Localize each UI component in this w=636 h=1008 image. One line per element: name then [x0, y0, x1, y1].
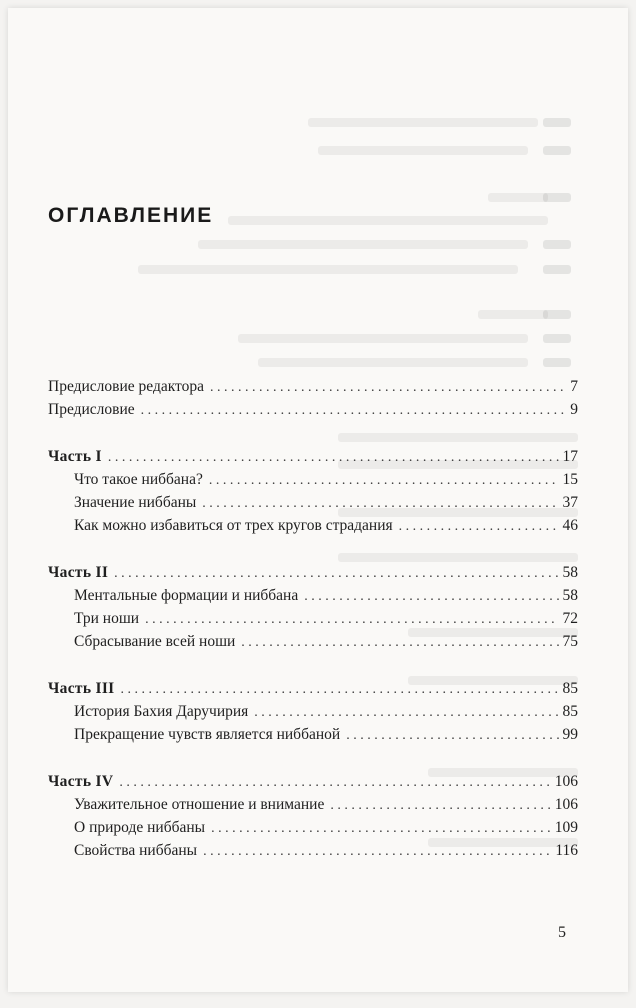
dot-leader [108, 450, 559, 466]
dot-leader [254, 705, 558, 721]
toc-chapter-page: 116 [555, 842, 578, 859]
dot-leader [330, 798, 550, 814]
toc-part [48, 564, 578, 587]
toc-part-title: Часть I [48, 448, 102, 465]
toc-entry-title: Предисловие [48, 401, 135, 418]
toc-chapter-title: О природе ниббаны [74, 819, 206, 836]
toc-part-page: 106 [554, 773, 578, 790]
toc-chapter-title: Уважительное отношение и внимание [74, 796, 325, 813]
toc-chapter [48, 726, 578, 749]
dot-leader [210, 380, 566, 396]
toc-part-title: Часть IV [48, 773, 114, 790]
toc-chapter-title: Прекращение чувств является ниббаной [74, 726, 341, 743]
toc-chapter-page: 106 [554, 796, 578, 813]
toc-chapter-title: Три ноши [74, 610, 140, 627]
dot-leader [145, 612, 558, 628]
toc-chapter-page: 72 [562, 610, 578, 627]
toc-entry-page: 9 [570, 401, 578, 418]
toc-chapter [48, 587, 578, 610]
toc-chapter [48, 842, 578, 865]
dot-leader [304, 589, 558, 605]
toc-entry [48, 401, 578, 424]
toc-chapter-page: 58 [562, 587, 578, 604]
table-of-contents [48, 378, 578, 865]
toc-entry [48, 378, 578, 401]
toc-chapter-title: Как можно избавиться от трех кругов страдания [74, 517, 393, 534]
toc-chapter-title: Значение ниббаны [74, 494, 197, 511]
toc-chapter [48, 819, 578, 842]
dot-leader [399, 519, 559, 535]
dot-leader [211, 821, 551, 837]
toc-chapter-title: Свойства ниббаны [74, 842, 198, 859]
toc-chapter [48, 471, 578, 494]
dot-leader [121, 682, 559, 698]
dot-leader [114, 566, 558, 582]
toc-chapter-title: История Бахия Даручирия [74, 703, 249, 720]
toc-part-page: 17 [562, 448, 578, 465]
toc-chapter [48, 703, 578, 726]
toc-chapter [48, 517, 578, 540]
dot-leader [241, 635, 558, 651]
dot-leader [346, 728, 558, 744]
dot-leader [141, 403, 567, 419]
dot-leader [209, 473, 559, 489]
book-page [8, 8, 628, 992]
toc-entry-title: Предисловие редактора [48, 378, 204, 395]
toc-chapter-page: 75 [562, 633, 578, 650]
toc-chapter-title: Сбрасывание всей ноши [74, 633, 236, 650]
toc-part-page: 58 [562, 564, 578, 581]
toc-chapter-page: 37 [562, 494, 578, 511]
toc-chapter-title: Ментальные формации и ниббана [74, 587, 299, 604]
toc-part-page: 85 [562, 680, 578, 697]
toc-part-title: Часть III [48, 680, 115, 697]
toc-chapter-page: 85 [562, 703, 578, 720]
toc-chapter-page: 46 [562, 517, 578, 534]
toc-chapter [48, 796, 578, 819]
toc-heading: ОГЛАВЛЕНИЕ [48, 204, 214, 227]
toc-chapter [48, 633, 578, 656]
toc-chapter-page: 99 [562, 726, 578, 743]
dot-leader [119, 775, 550, 791]
toc-part [48, 448, 578, 471]
toc-entry-page: 7 [570, 378, 578, 395]
toc-chapter-page: 109 [554, 819, 578, 836]
dot-leader [203, 844, 551, 860]
toc-chapter [48, 494, 578, 517]
page-number: 5 [558, 924, 566, 941]
dot-leader [202, 496, 558, 512]
toc-part-title: Часть II [48, 564, 109, 581]
toc-chapter [48, 610, 578, 633]
toc-chapter-page: 15 [562, 471, 578, 488]
toc-part [48, 773, 578, 796]
toc-chapter-title: Что такое ниббана? [74, 471, 203, 488]
toc-part [48, 680, 578, 703]
